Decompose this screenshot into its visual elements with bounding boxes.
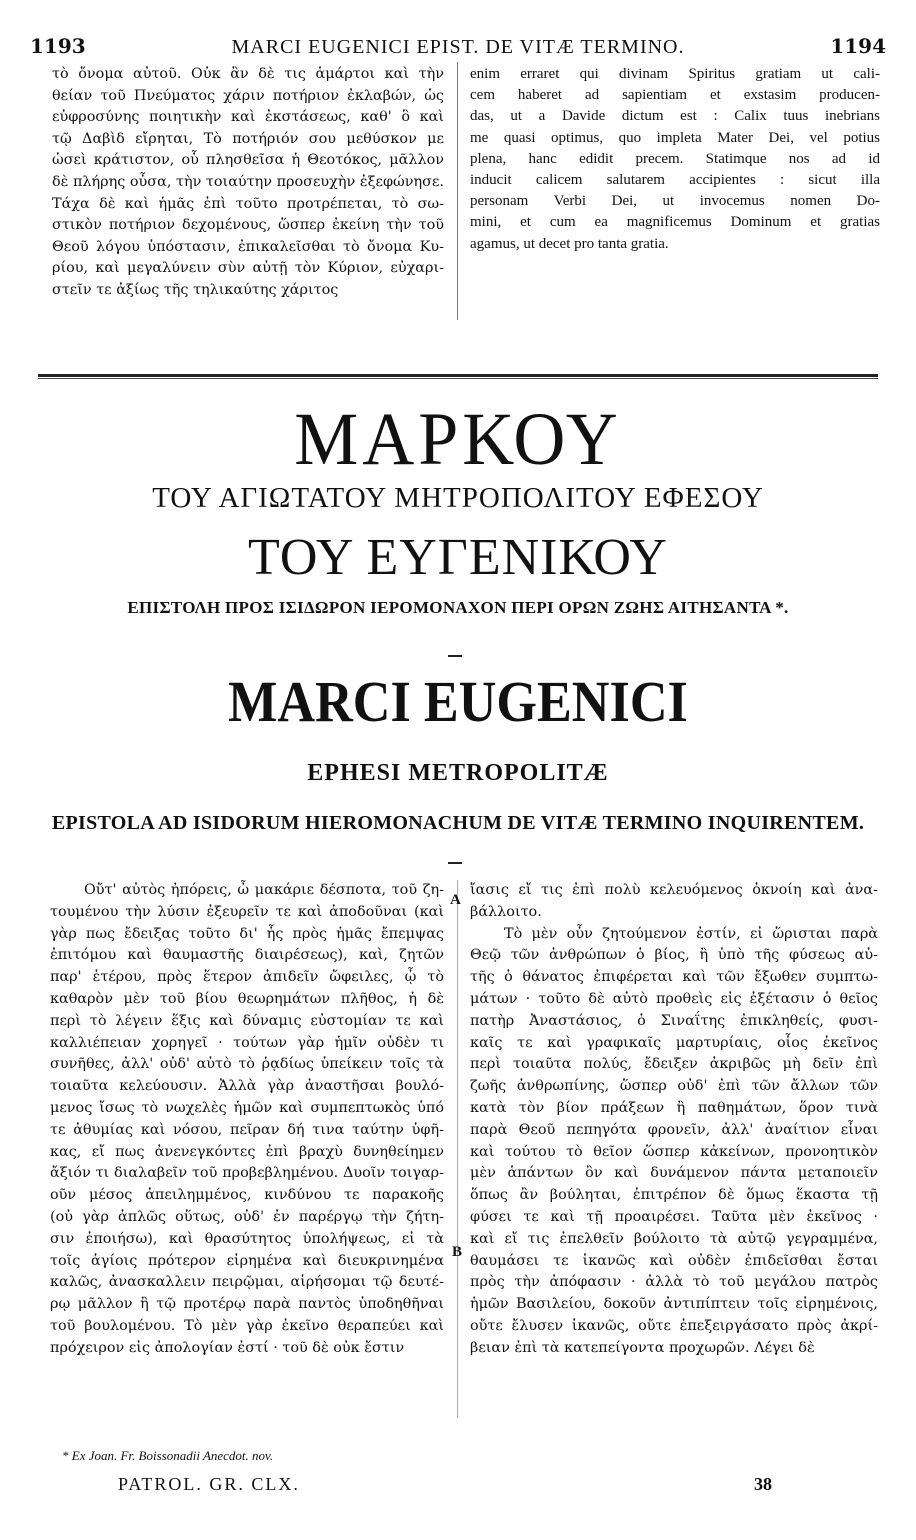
text-line: καὶ τούτου τὸ θεῖον ὥσπερ κἀκείνων, προνοητικὸν — [470, 1143, 878, 1160]
text-line: βάλλοιτο. — [470, 903, 542, 920]
title-dash — [448, 862, 462, 864]
text-line: ἄξιόν τι διαλαβεῖν τοῦ προβεβλημένου. Δυοῖν τοιγαρ- — [50, 1165, 444, 1182]
latin-subtitle: EPISTOLA AD ISIDORUM HIEROMONACHUM DE VITÆ TERMINO INQUIRENTEM. — [51, 812, 865, 834]
text-line: ὡσεὶ κράτιστον, οὗ πλησθεῖσα ἡ Θεοτόκος, μᾶλλον — [52, 152, 444, 169]
section-rule-thin — [38, 378, 878, 379]
text-line: enim erraret qui divinam Spiritus gratiam ut cali- — [470, 66, 880, 82]
text-line: ἴασις εἴ τις ἐπὶ πολὺ κελευόμενος ὀκνοίη καὶ ἀνα- — [470, 882, 878, 898]
body-left-column — [50, 880, 444, 1360]
margin-marker-a: A — [450, 892, 461, 908]
text-line: mini, et cum ea magnificemus Dominum et gratias — [470, 214, 880, 231]
text-line: κας, εἴ πως ἀνενεγκόντες ἐπὶ βραχὺ δυνηθείημεν — [50, 1143, 444, 1160]
text-line: cem haberet ad sapientiam et exstasim producen- — [470, 87, 880, 104]
text-line: Οὔτ' αὐτὸς ἠπόρεις, ὦ μακάριε δέσποτα, τοῦ ζη- — [84, 882, 444, 898]
text-line: κατὰ τὸν βίον πράξεων ἢ παθημάτων, ὅρον τινὰ — [470, 1099, 878, 1116]
text-line: τουμένου τὴν λύσιν ἐξευρεῖν τε καὶ ἀποδοῦναι (καὶ — [50, 903, 444, 920]
top-greek-column — [52, 64, 444, 302]
text-line: καῖς τε καὶ γραφικαῖς μαρτυρίαις, οἷος ἐκεῖνος — [470, 1034, 878, 1051]
text-line: συνῆθες, ἀλλ' οὐδ' αὐτὸ τὸ ῥᾳδίως ὑπείκειν τοῖς τὰ — [50, 1056, 444, 1073]
text-line: ἐπιτόμου καὶ θαυμαστῆς διαιρέσεως), καὶ, ζητῶν — [50, 947, 444, 964]
title-dash — [448, 655, 462, 657]
text-line: δὲ πλήρης οὖσα, τὴν τοιαύτην προσευχὴν ἐξεφώνησε. — [52, 173, 444, 190]
text-line: στεῖν τε ἀξίως τῆς τηλικαύτης χάριτος — [52, 281, 339, 298]
title-markou: ΜΑΡΚΟΥ — [294, 396, 622, 481]
text-line: πρόχειρον εἰς ἀπολογίαν ἐστί · τοῦ δὲ οὐκ ἔστιν — [50, 1339, 405, 1356]
text-line: θαυμάσει τε ἱκανῶς καὶ οὐδὲν ἐπιδεῖσθαι ἔσται — [470, 1252, 878, 1269]
page-number-left: 1193 — [30, 34, 86, 58]
text-line: καθαρὸν μὲν τοῦ βίου θεωρημάτων πλῆθος, ἡ δὲ — [50, 990, 444, 1007]
text-line: ρῳ μᾶλλον ἢ τῷ προτέρῳ παρὰ παντὸς ὑποδηθῆναι — [50, 1296, 444, 1313]
text-line: γὰρ πως ἔδειξας τοῦτο δι' ἧς πρὸς ἡμᾶς ἔπεμψας — [50, 925, 444, 942]
text-line: (οὐ γὰρ ἁπλῶς οὕτως, οὐδ' ἐν παρέργῳ τὴν ζήτη- — [50, 1208, 444, 1225]
text-line: βειαν ἐπὶ τὰ κατεπείγοντα προχωρῶν. Λέγει δὲ — [470, 1339, 815, 1356]
text-line: ὅπως ἂν βούληται, ἐπιτρέπον δὲ ὅμως ἕκαστα τῇ — [470, 1187, 878, 1204]
text-line: μάτων · τοῦτο δὲ αὐτὸ προθεὶς εἰς ἐξέτασιν ὁ θεῖος — [470, 990, 878, 1007]
text-line: das, ut a Davide dictum est : Calix tuus inebrians — [470, 108, 880, 125]
text-line: ἡμῶν Βασιλείου, δοκοῦν ἀντιπίπτειν τοῖς εἰρημένοις, — [470, 1296, 878, 1313]
text-line: plena, hanc edidit precem. Statimque nos ad id — [470, 150, 880, 167]
text-line: καλῶς, ἀνασκαλλειν πειρῷμαι, αἱρήσομαι τῷ δευτέ- — [50, 1274, 444, 1291]
text-line: εὐφροσύνης ποιητικὴν καὶ ἐκστάσεως, καθ' ὃ καὶ — [52, 109, 444, 126]
text-line: οὔτε ἔλυσεν ἱκανῶς, οὔτε ἐπεξειργάσατο πρὸς ἀκρί- — [470, 1317, 878, 1334]
text-line: Τὸ μὲν οὖν ζητούμενον ἐστίν, εἰ ὥρισται παρὰ — [504, 925, 878, 942]
text-line: περὶ τὸ λέγειν ἕξις καὶ δύναμις εὐστομίαν τε καὶ — [50, 1012, 444, 1029]
running-title: MARCI EUGENICI EPIST. DE VITÆ TERMINO. — [231, 36, 685, 58]
text-line: μὲν ἁπάντων ὂν καὶ δυνάμενον πάντα μεταποιεῖν — [470, 1165, 878, 1182]
text-line: καὶ εἴ τις ἐπελθεῖν βούλοιτο τὰ αὐτῷ γεγραμμένα, — [470, 1230, 878, 1247]
column-divider — [457, 62, 458, 320]
text-line: Θεῷ τῶν ἀνθρώπων ὁ βίος, ἢ ὑπὸ τῆς φύσεως αὐ- — [470, 947, 878, 964]
text-line: τε ἀθυμίας καὶ νόσου, πεῖραν δή τινα ταύτην ὑφῆ- — [50, 1121, 444, 1138]
text-line: καλλιέπειαν χορηγεῖ · τούτων γὰρ ἡμῖν οὐδὲν τι — [50, 1034, 444, 1051]
text-line: παρ' ἑτέρου, πρὸς ἕτερον ἀπιδεῖν ὤφειλες, ᾧ τὸ — [50, 969, 444, 986]
footnote: * Ex Joan. Fr. Boissonadii Anecdot. nov. — [62, 1448, 274, 1463]
title-eugenikou: ΤΟΥ ΕΥΓΕΝΙΚΟΥ — [248, 529, 668, 586]
title-marci-eugenici: MARCI EUGENICI — [228, 669, 688, 734]
text-line: περὶ τοιαῦτα πολύς, ἔδειξεν ἀκριβῶς μὴ δεῖν ἐπὶ — [470, 1056, 878, 1073]
text-line: inducit calicem salutarem accipientes : sicut illa — [470, 171, 880, 188]
footer-sheet-number: 38 — [754, 1474, 772, 1494]
title-agiwtatou: ΤΟΥ ΑΓΙΩΤΑΤΟΥ ΜΗΤΡΟΠΟΛΙΤΟΥ ΕΦΕΣΟΥ — [152, 482, 764, 514]
text-line: τοῖς ἁγίοις πρότερον εἰρημένα καὶ διευκρινημένα — [50, 1252, 444, 1269]
text-line: τοιαῦτα κελεύουσιν. Ἀλλὰ γὰρ ἀναστῆσαι βουλό- — [50, 1078, 444, 1095]
text-line: οῦν μέσος ἀπειλημμένος, κινδύνου τε παρακοῆς — [50, 1187, 444, 1204]
text-line: πατὴρ Ἀναστάσιος, ὁ Σιναΐτης ἐπικληθείς, φυσι- — [470, 1012, 878, 1029]
text-line: me quasi optimus, quo impleta Mater Dei, vel potius — [470, 129, 880, 146]
text-line: Θεοῦ λόγου ὑπόστασιν, ἐπικαλεῖσθαι τὸ ὄνομα Κυ- — [52, 238, 444, 255]
section-rule — [38, 374, 878, 377]
text-line: ρίου, καὶ μεγαλύνειν σὺν αὐτῇ τὸν Κύριον, εὐχαρι- — [52, 260, 444, 277]
text-line: πρὸς τὴν ἀπόφασιν · ἀλλὰ τὸ τοῦ μεγάλου πατρὸς — [470, 1274, 878, 1291]
text-line: μενος ἴσως τὸ νωχελὲς ἡμῶν καὶ συμπεπτωκὸς ὑπό — [50, 1099, 444, 1116]
text-line: personam Verbi Dei, ut invocemus nomen Do- — [470, 193, 880, 210]
text-line: φύσει τε καὶ τῇ προαιρέσει. Ταῦτα μὲν ἐκεῖνος · — [470, 1208, 878, 1225]
text-line: agamus, ut decet pro tanta gratia. — [470, 235, 669, 252]
text-line: ζωῆς ἀνθρωπίνης, ὥσπερ οὐδ' ἐπὶ τῶν ἄλλων τῶν — [470, 1078, 878, 1095]
column-divider — [457, 880, 458, 1418]
text-line: τοῦ βουλομένου. Τὸ μὲν γὰρ ἐκεῖνο θεραπεύει καὶ — [50, 1317, 444, 1334]
title-ephesi: EPHESI METROPOLITÆ — [307, 760, 609, 786]
text-line: θείαν τοῦ Πνεύματος χάριν ποτήριον ἐκλαβών, ὡς — [52, 87, 444, 104]
text-line: τὸ ὄνομα αὐτοῦ. Οὐκ ἂν δὲ τις ἁμάρτοι καὶ τὴν — [52, 66, 444, 82]
greek-subtitle: ΕΠΙΣΤΟΛΗ ΠΡΟΣ ΙΣΙΔΩΡΟΝ ΙΕΡΟΜΟΝΑΧΟΝ ΠΕΡΙ ΟΡΩΝ ΖΩΗΣ ΑΙΤΗΣΑΝΤΑ *. — [127, 598, 789, 617]
top-latin-column — [470, 64, 880, 255]
body-right-column — [470, 880, 878, 1360]
text-line: στικὸν ποτήριον δεχομένους, ὥσπερ ἐκείνη τὴν τοῦ — [52, 217, 444, 234]
text-line: Τάχα δὲ καὶ ἡμᾶς ἐπὶ τοῦτο προτρέπεται, τὸ σω- — [52, 195, 444, 212]
text-line: παρὰ Θεοῦ πεπηγότα φρονεῖν, ἀλλ' ἀναίτιον εἶναι — [470, 1121, 878, 1138]
footer-series: PATROL. GR. CLX. — [118, 1474, 300, 1494]
margin-marker-b: B — [452, 1244, 463, 1260]
text-line: τῷ Δαβὶδ εἴρηται, Τὸ ποτήριόν σου μεθύσκον με — [52, 130, 444, 147]
page-number-right: 1194 — [830, 34, 886, 58]
text-line: τῆς ὁ θάνατος ἐπιφέρεται καὶ τῶν ἔξωθεν συμπτω- — [470, 969, 878, 986]
text-line: σιν ἐποιήσω), καὶ θρασύτητος ὑπολήψεως, εἰ τὰ — [50, 1230, 444, 1247]
running-header — [30, 34, 886, 60]
